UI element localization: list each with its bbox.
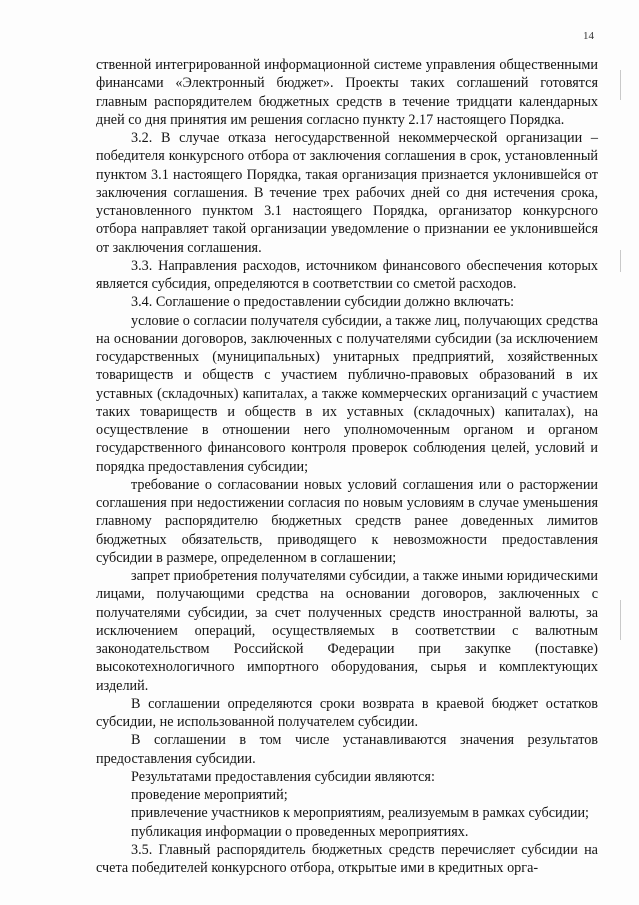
scan-edge-mark bbox=[620, 70, 621, 100]
paragraph: требование о согласовании новых условий соглашения или о расторжении соглашения при недостижении согласия по новым условиям в случае уменьшения главному распорядителю бюджетных средств ранее доведенных лимитов бюджетных обязательств, приводящего к невозможности предоставления субсидии в размере, определенном в соглашении; bbox=[96, 476, 598, 566]
paragraph: проведение мероприятий; bbox=[131, 787, 288, 803]
paragraph: 3.4. Соглашение о предоставлении субсидии должно включать: bbox=[131, 294, 515, 311]
paragraph: В соглашении определяются сроки возврата в краевой бюджет остатков субсидии, не использованной получателем субсидии. bbox=[96, 695, 598, 730]
scan-edge-mark bbox=[620, 250, 621, 272]
page-number: 14 bbox=[583, 30, 594, 42]
paragraph: запрет приобретения получателями субсидии, а также иными юридическими лицами, получающими средства на основании договоров, заключенных с получателями субсидии, за счет полученных средств иностранной валюты, за исключением операций, осуществляемых в соответствии с валютным законодательством Российской Федерации при закупке (поставке) высокотехнологичного импортного оборудования, сырья и комплектующих изделий. bbox=[96, 568, 598, 694]
paragraph: привлечение участников к мероприятиям, реализуемым в рамках субсидии; bbox=[131, 805, 589, 822]
paragraph: условие о согласии получателя субсидии, а также лиц, получающих средства на основании договоров, заключенных с получателями субсидии (за исключением государственных (муниципальных) унитарных предприятий, хозяйственных товариществ и обществ с участием публично-правовых образований в их уставных (складочных) капиталах, а также коммерческих организаций с участием таких товариществ и обществ в их уставных (складочных) капиталах), на осуществление в отношении него уполномоченным органом и органом государственного финансового контроля проверок соблюдения целей, условий и порядка предоставления субсидии; bbox=[96, 312, 598, 475]
paragraph: 3.3. Направления расходов, источником финансового обеспечения которых является субсидия, определяются в соответствии со сметой расходов. bbox=[96, 257, 598, 292]
paragraph: 3.5. Главный распорядитель бюджетных средств перечисляет субсидии на счета победителей конкурсного отбора, открытые ими в кредитных орга- bbox=[96, 841, 598, 876]
document-body bbox=[96, 56, 598, 877]
paragraph: Результатами предоставления субсидии являются: bbox=[131, 768, 435, 785]
paragraph: 3.2. В случае отказа негосударственной некоммерческой организации – победителя конкурсного отбора от заключения соглашения в срок, установленный пунктом 3.1 настоящего Порядка, такая организация признается уклонившейся от заключения соглашения. В течение трех рабочих дней со дня истечения срока, установленного пунктом 3.1 настоящего Порядка, организатор конкурсного отбора направляет такой организации уведомление о признании ее уклонившейся от заключения соглашения. bbox=[96, 130, 598, 256]
paragraph: ственной интегрированной информационной системе управления общественными финансами «Электронный бюджет». Проекты таких соглашений готовятся главным распорядителем бюджетных средств в течение тридцати календарных дней со дня принятия им решения согласно пункту 2.17 настоящего Порядка. bbox=[96, 57, 598, 128]
paragraph: В соглашении в том числе устанавливаются значения результатов предоставления субсидии. bbox=[96, 732, 598, 767]
paragraph: публикация информации о проведенных мероприятиях. bbox=[131, 823, 469, 840]
scan-edge-mark bbox=[620, 600, 621, 640]
